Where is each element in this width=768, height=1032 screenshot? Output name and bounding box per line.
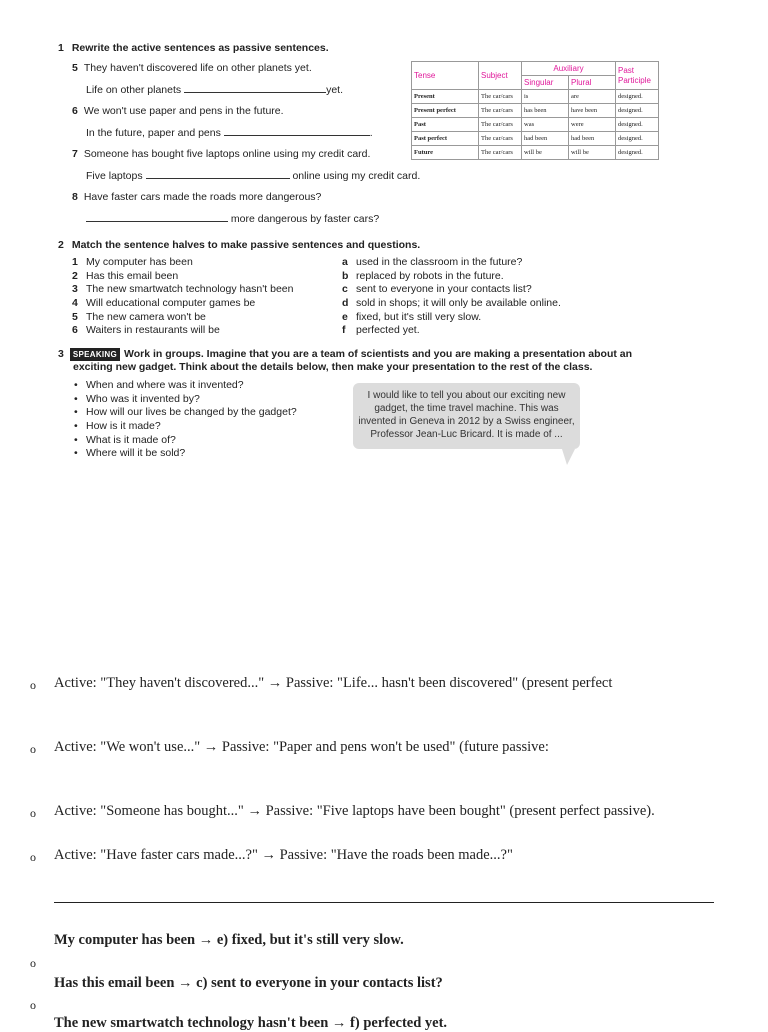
- cell-pp: designed.: [616, 118, 659, 132]
- item-letter: b: [342, 269, 349, 282]
- cell-pp: designed.: [616, 146, 659, 160]
- list-item: • How is it made?: [72, 420, 297, 434]
- ex1-prompt-7: [86, 169, 420, 183]
- item-text: perfected yet.: [356, 324, 420, 337]
- ex2-number: 2: [58, 239, 64, 251]
- ex2-right-column: [342, 256, 561, 338]
- bullet-icon: o: [30, 998, 36, 1012]
- bullet-icon: o: [30, 956, 36, 970]
- prompt-text: In the future, paper and pens: [86, 127, 221, 139]
- list-item: [342, 256, 561, 270]
- item-letter: d: [342, 297, 349, 310]
- ex1-item-5: [72, 62, 312, 75]
- item-text: sent to everyone in your contacts list?: [356, 283, 532, 296]
- speaking-badge: SPEAKING: [70, 348, 120, 361]
- header-subject: Subject: [479, 62, 522, 90]
- ex1-heading: [58, 42, 329, 55]
- item-text: Has this email been: [86, 269, 179, 282]
- answer-line: Active: "We won't use..." → Passive: "Paper and pens won't be used" (future passive:: [54, 739, 549, 755]
- cell-subject: The car/cars: [479, 118, 522, 132]
- item-text: Waiters in restaurants will be: [86, 324, 220, 337]
- prompt-tail: more dangerous by faster cars?: [230, 213, 380, 225]
- item-number: 5: [72, 310, 78, 323]
- cell-pp: designed.: [616, 104, 659, 118]
- ex2-left-column: [72, 256, 293, 338]
- list-item: [72, 270, 293, 284]
- table-row: [412, 104, 659, 118]
- speech-bubble-tail: [562, 449, 575, 465]
- item-number: 2: [72, 269, 78, 282]
- cell-tense: Past: [412, 118, 479, 132]
- list-item: • What is it made of?: [72, 434, 297, 448]
- cell-tense: Present: [412, 90, 479, 104]
- bubble-line: Professor Jean-Luc Bricard. It is made of ...: [370, 429, 563, 440]
- header-auxiliary: Auxiliary: [522, 62, 616, 76]
- list-item: [72, 311, 293, 325]
- header-past-participle: Past Participle: [616, 62, 659, 90]
- cell-singular: had been: [522, 132, 569, 146]
- ex3-heading-line2: exciting new gadget. Think about the details below, then make your presentation to the rest of the class.: [73, 361, 593, 373]
- item-number: 8: [72, 191, 78, 203]
- list-item: [342, 270, 561, 284]
- answer-blank[interactable]: [86, 212, 228, 222]
- header-plural: Plural: [569, 76, 616, 90]
- match-answer-line: My computer has been → e) fixed, but it's still very slow.: [54, 932, 404, 948]
- list-item: [72, 283, 293, 297]
- answer-line: Active: "Someone has bought..." → Passive: "Five laptops have been bought" (present perfect passive).: [54, 803, 655, 819]
- list-item: [72, 256, 293, 270]
- list-item: • When and where was it invented?: [72, 379, 297, 393]
- cell-pp: designed.: [616, 90, 659, 104]
- header-tense: Tense: [412, 62, 479, 90]
- ex3-bullet-list: [72, 379, 297, 461]
- list-item: • Where will it be sold?: [72, 447, 297, 461]
- item-text: The new smartwatch technology hasn't been: [86, 283, 294, 296]
- ex1-item-7: [72, 148, 370, 161]
- item-text: sold in shops; it will only be available online.: [356, 297, 561, 310]
- bullet-icon: o: [30, 806, 36, 820]
- list-item: [72, 297, 293, 311]
- prompt-text: Five laptops: [86, 170, 143, 182]
- item-sentence: Have faster cars made the roads more dangerous?: [83, 191, 322, 203]
- item-letter: e: [342, 310, 348, 323]
- ex1-number: 1: [58, 42, 64, 54]
- bullet-icon: o: [30, 850, 36, 864]
- ex1-prompt-8: [86, 212, 379, 226]
- ex2-heading: [58, 239, 420, 252]
- item-number: 5: [72, 62, 78, 74]
- item-letter: f: [342, 324, 346, 337]
- cell-singular: is: [522, 90, 569, 104]
- table-row: [412, 90, 659, 104]
- list-item: • How will our lives be changed by the gadget?: [72, 406, 297, 420]
- cell-singular: was: [522, 118, 569, 132]
- ex3-heading-line1: [58, 348, 698, 361]
- ex1-item-6: [72, 105, 284, 118]
- passive-tense-table: [411, 61, 659, 160]
- bubble-line: I would like to tell you about our exciting new: [367, 390, 566, 401]
- answer-blank[interactable]: [224, 126, 370, 136]
- item-text: used in the classroom in the future?: [356, 256, 523, 268]
- item-number: 1: [72, 256, 78, 268]
- item-number: 3: [72, 283, 78, 296]
- table-row: [412, 146, 659, 160]
- cell-subject: The car/cars: [479, 146, 522, 160]
- item-text: My computer has been: [86, 256, 193, 268]
- item-sentence: They haven't discovered life on other planets yet.: [83, 62, 312, 74]
- prompt-text: Life on other planets: [86, 84, 182, 96]
- cell-subject: The car/cars: [479, 132, 522, 146]
- item-text: The new camera won't be: [86, 310, 206, 323]
- item-number: 7: [72, 148, 78, 160]
- speech-bubble: [353, 383, 580, 449]
- cell-subject: The car/cars: [479, 104, 522, 118]
- item-letter: a: [342, 256, 348, 268]
- item-text: fixed, but it's still very slow.: [356, 310, 482, 323]
- list-item: [72, 324, 293, 338]
- bubble-line: gadget, the time travel machine. This was: [374, 403, 559, 414]
- cell-plural: had been: [569, 132, 616, 146]
- cell-plural: will be: [569, 146, 616, 160]
- table-row: [412, 132, 659, 146]
- cell-tense: Past perfect: [412, 132, 479, 146]
- answer-line: Active: "They haven't discovered..." → Passive: "Life... hasn't been discovered" (present perfect: [54, 675, 613, 691]
- prompt-tail: yet.: [326, 84, 344, 96]
- item-sentence: We won't use paper and pens in the future.: [83, 105, 284, 117]
- answer-line: Active: "Have faster cars made...?" → Passive: "Have the roads been made...?": [54, 847, 513, 863]
- cell-plural: were: [569, 118, 616, 132]
- cell-tense: Present perfect: [412, 104, 479, 118]
- ex1-prompt-5: [86, 83, 343, 97]
- match-answer-line: The new smartwatch technology hasn't been → f) perfected yet.: [54, 1015, 448, 1031]
- divider: [54, 902, 714, 903]
- ex3-heading-text: Work in groups. Imagine that you are a team of scientists and you are making a presentation about an: [124, 348, 633, 360]
- cell-tense: Future: [412, 146, 479, 160]
- ex1-heading-text: Rewrite the active sentences as passive sentences.: [71, 42, 329, 54]
- item-number: 6: [72, 105, 78, 117]
- list-item: • Who was it invented by?: [72, 393, 297, 407]
- cell-singular: will be: [522, 146, 569, 160]
- item-number: 4: [72, 297, 78, 310]
- ex3-number: 3: [58, 348, 64, 360]
- cell-plural: have been: [569, 104, 616, 118]
- item-sentence: Someone has bought five laptops online using my credit card.: [83, 148, 371, 160]
- ex1-prompt-6: [86, 126, 373, 140]
- cell-pp: designed.: [616, 132, 659, 146]
- ex3-heading: [58, 348, 698, 374]
- ex2-heading-text: Match the sentence halves to make passive sentences and questions.: [71, 239, 421, 251]
- answer-blank[interactable]: [146, 169, 290, 179]
- answer-blank[interactable]: [184, 83, 326, 93]
- item-number: 6: [72, 324, 78, 337]
- bullet-icon: o: [30, 742, 36, 756]
- cell-singular: has been: [522, 104, 569, 118]
- cell-subject: The car/cars: [479, 90, 522, 104]
- list-item: [342, 311, 561, 325]
- table-row: [412, 118, 659, 132]
- bubble-line: invented in Geneva in 2012 by a Swiss engineer,: [358, 416, 575, 427]
- item-text: Will educational computer games be: [86, 297, 256, 310]
- item-letter: c: [342, 283, 348, 296]
- list-item: [342, 297, 561, 311]
- header-singular: Singular: [522, 76, 569, 90]
- match-answer-line: Has this email been → c) sent to everyone in your contacts list?: [54, 975, 443, 991]
- cell-plural: are: [569, 90, 616, 104]
- bullet-icon: o: [30, 678, 36, 692]
- ex1-item-8: [72, 191, 321, 204]
- list-item: [342, 324, 561, 338]
- prompt-tail: .: [369, 127, 373, 139]
- item-text: replaced by robots in the future.: [356, 269, 504, 282]
- list-item: [342, 283, 561, 297]
- prompt-tail: online using my credit card.: [292, 170, 421, 182]
